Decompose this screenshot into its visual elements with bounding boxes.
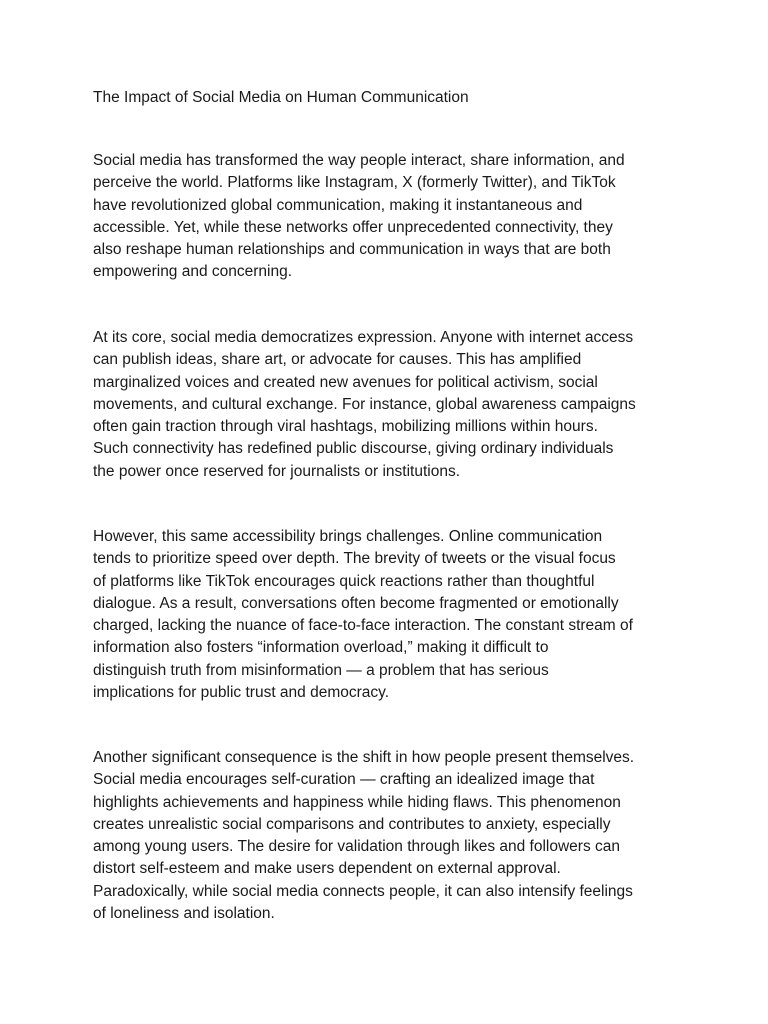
paragraph-line: dialogue. As a result, conversations often become fragmented or emotionally xyxy=(93,594,619,612)
paragraph-line: tends to prioritize speed over depth. The brevity of tweets or the visual focus xyxy=(93,550,616,568)
paragraph-line: Social media has transformed the way people interact, share information, and xyxy=(93,152,625,169)
paragraph-line: charged, lacking the nuance of face-to-face interaction. The constant stream of xyxy=(93,617,633,635)
paragraph-line: often gain traction through viral hashtags, mobilizing millions within hours. xyxy=(93,418,598,436)
paragraph-line: Such connectivity has redefined public discourse, giving ordinary individuals xyxy=(93,440,614,458)
paragraph-line: can publish ideas, share art, or advocate for causes. This has amplified xyxy=(93,351,582,369)
paragraph-line: the power once reserved for journalists or institutions. xyxy=(93,462,461,480)
paragraph-line: highlights achievements and happiness while hiding flaws. This phenomenon xyxy=(93,793,621,811)
paragraph-line: empowering and concerning. xyxy=(93,263,293,281)
paragraph-line: implications for public trust and democracy. xyxy=(93,684,390,702)
paragraph-line: marginalized voices and created new avenues for political activism, social xyxy=(93,373,598,391)
paragraph-line: At its core, social media democratizes expression. Anyone with internet access xyxy=(93,329,634,346)
paragraph-line: of platforms like TikTok encourages quick reactions rather than thoughtful xyxy=(93,572,595,590)
paragraph-line: movements, and cultural exchange. For instance, global awareness campaigns xyxy=(93,395,636,413)
paragraph-line: perceive the world. Platforms like Instagram, X (formerly Twitter), and TikTok xyxy=(93,174,616,192)
paragraph-4 xyxy=(93,747,693,925)
paragraph-line: of loneliness and isolation. xyxy=(93,905,275,923)
paragraph-line: Another significant consequence is the shift in how people present themselves. xyxy=(93,749,635,766)
document-title: The Impact of Social Media on Human Communication xyxy=(93,89,469,106)
paragraph-line: However, this same accessibility brings challenges. Online communication xyxy=(93,528,603,545)
paragraph-2 xyxy=(93,327,693,483)
paragraph-line: information also fosters “information overload,” making it difficult to xyxy=(93,639,549,657)
paragraph-line: also reshape human relationships and communication in ways that are both xyxy=(93,241,611,259)
paragraph-line: accessible. Yet, while these networks offer unprecedented connectivity, they xyxy=(93,218,613,236)
paragraph-3 xyxy=(93,526,693,704)
paragraph-line: Social media encourages self-curation — crafting an idealized image that xyxy=(93,771,595,789)
paragraph-1 xyxy=(93,150,693,284)
paragraph-line: creates unrealistic social comparisons and contributes to anxiety, especially xyxy=(93,815,611,833)
paragraph-line: among young users. The desire for validation through likes and followers can xyxy=(93,838,621,856)
paragraph-line: distinguish truth from misinformation — a problem that has serious xyxy=(93,661,549,679)
paragraph-line: Paradoxically, while social media connects people, it can also intensify feelings xyxy=(93,882,633,900)
paragraph-line: have revolutionized global communication, making it instantaneous and xyxy=(93,196,583,214)
paragraph-line: distort self-esteem and make users dependent on external approval. xyxy=(93,860,561,878)
